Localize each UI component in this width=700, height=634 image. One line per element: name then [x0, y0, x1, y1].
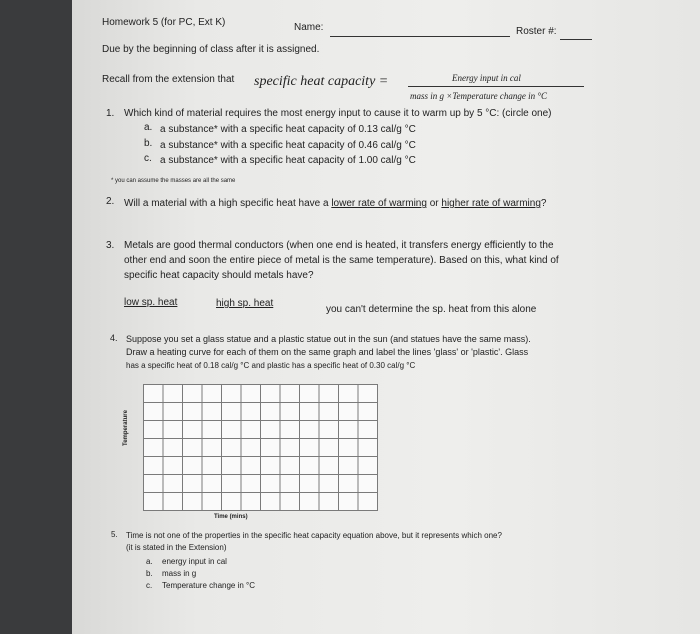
q4-line-2: Draw a heating curve for each of them on the same graph and label the lines 'glass' or 'plastic'. Glass — [126, 347, 529, 357]
q5-option-b[interactable]: mass in g — [162, 569, 197, 578]
q5-line-2: (it is stated in the Extension) — [126, 543, 227, 552]
q5-number: 5. — [111, 530, 118, 539]
q2-text — [124, 198, 546, 209]
q1-footnote: * you can assume the masses are all the same — [111, 178, 236, 184]
formula-lhs: specific heat capacity = — [254, 74, 389, 89]
q3-line-3: specific heat capacity should metals have? — [124, 270, 314, 281]
heating-curve-grid[interactable] — [143, 384, 378, 511]
q3-number: 3. — [106, 240, 115, 251]
q1-option-b-letter: b. — [144, 138, 153, 149]
q1-text: Which kind of material requires the most energy input to cause it to warm up by 5 °C: (circle one) — [124, 108, 552, 119]
name-label: Name: — [294, 22, 324, 33]
q2-prefix: Will a material with a high specific heat have a — [124, 198, 329, 209]
q5-option-b-letter: b. — [146, 569, 153, 578]
q3-choice-low[interactable] — [124, 297, 177, 308]
q3-choice-low-label: low sp. heat — [124, 297, 178, 308]
due-note: Due by the beginning of class after it is assigned. — [102, 44, 320, 55]
fraction-bar — [408, 86, 584, 87]
formula-denominator: mass in g ×Temperature change in °C — [410, 91, 548, 101]
q1-option-c[interactable]: a substance* with a specific heat capacity of 1.00 cal/g °C — [160, 155, 416, 166]
q4-number: 4. — [110, 333, 118, 343]
q3-choice-high[interactable] — [216, 298, 273, 309]
q1-option-a[interactable]: a substance* with a specific heat capacity of 0.13 cal/g °C — [160, 124, 416, 135]
q5-option-a-letter: a. — [146, 557, 153, 566]
name-blank — [330, 36, 510, 37]
q3-line-2: other end and soon the entire piece of metal is the same temperature). Based on this, what kind of — [124, 255, 559, 266]
q1-option-b[interactable]: a substance* with a specific heat capacity of 0.46 cal/g °C — [160, 140, 416, 151]
q1-number: 1. — [106, 108, 115, 119]
q1-option-a-letter: a. — [144, 122, 153, 133]
q2-choice-lower[interactable]: lower rate of warming — [331, 198, 427, 209]
q2-number: 2. — [106, 196, 115, 207]
formula-intro: Recall from the extension that — [102, 74, 235, 85]
q1-option-c-letter: c. — [144, 153, 152, 164]
formula-numerator: Energy input in cal — [452, 73, 521, 83]
q2-choice-higher[interactable]: higher rate of warming — [441, 198, 541, 209]
q5-option-a[interactable]: energy input in cal — [162, 557, 227, 566]
roster-blank — [560, 39, 592, 40]
q5-option-c[interactable]: Temperature change in °C — [162, 581, 256, 590]
q5-line-1: Time is not one of the properties in the specific heat capacity equation above, but it represents which one? — [126, 531, 502, 540]
q4-line-3: has a specific heat of 0.18 cal/g °C and plastic has a specific heat of 0.30 cal/g °C — [126, 361, 416, 370]
graph-x-label: Time (mins) — [214, 514, 248, 520]
q5-option-c-letter: c. — [146, 581, 153, 590]
q3-choice-high-label: high sp. heat — [216, 298, 274, 309]
q4-line-1: Suppose you set a glass statue and a plastic statue out in the sun (and statues have the same mass). — [126, 334, 531, 344]
graph-y-label: Temperature — [123, 410, 129, 446]
roster-label: Roster #: — [516, 26, 557, 37]
q3-choice-undetermined[interactable]: you can't determine the sp. heat from this alone — [326, 304, 537, 315]
q2-or: or — [429, 198, 439, 209]
homework-title: Homework 5 (for PC, Ext K) — [102, 17, 226, 28]
q3-line-1: Metals are good thermal conductors (when one end is heated, it transfers energy efficiently to the — [124, 240, 554, 251]
q2-qmark: ? — [540, 198, 547, 209]
